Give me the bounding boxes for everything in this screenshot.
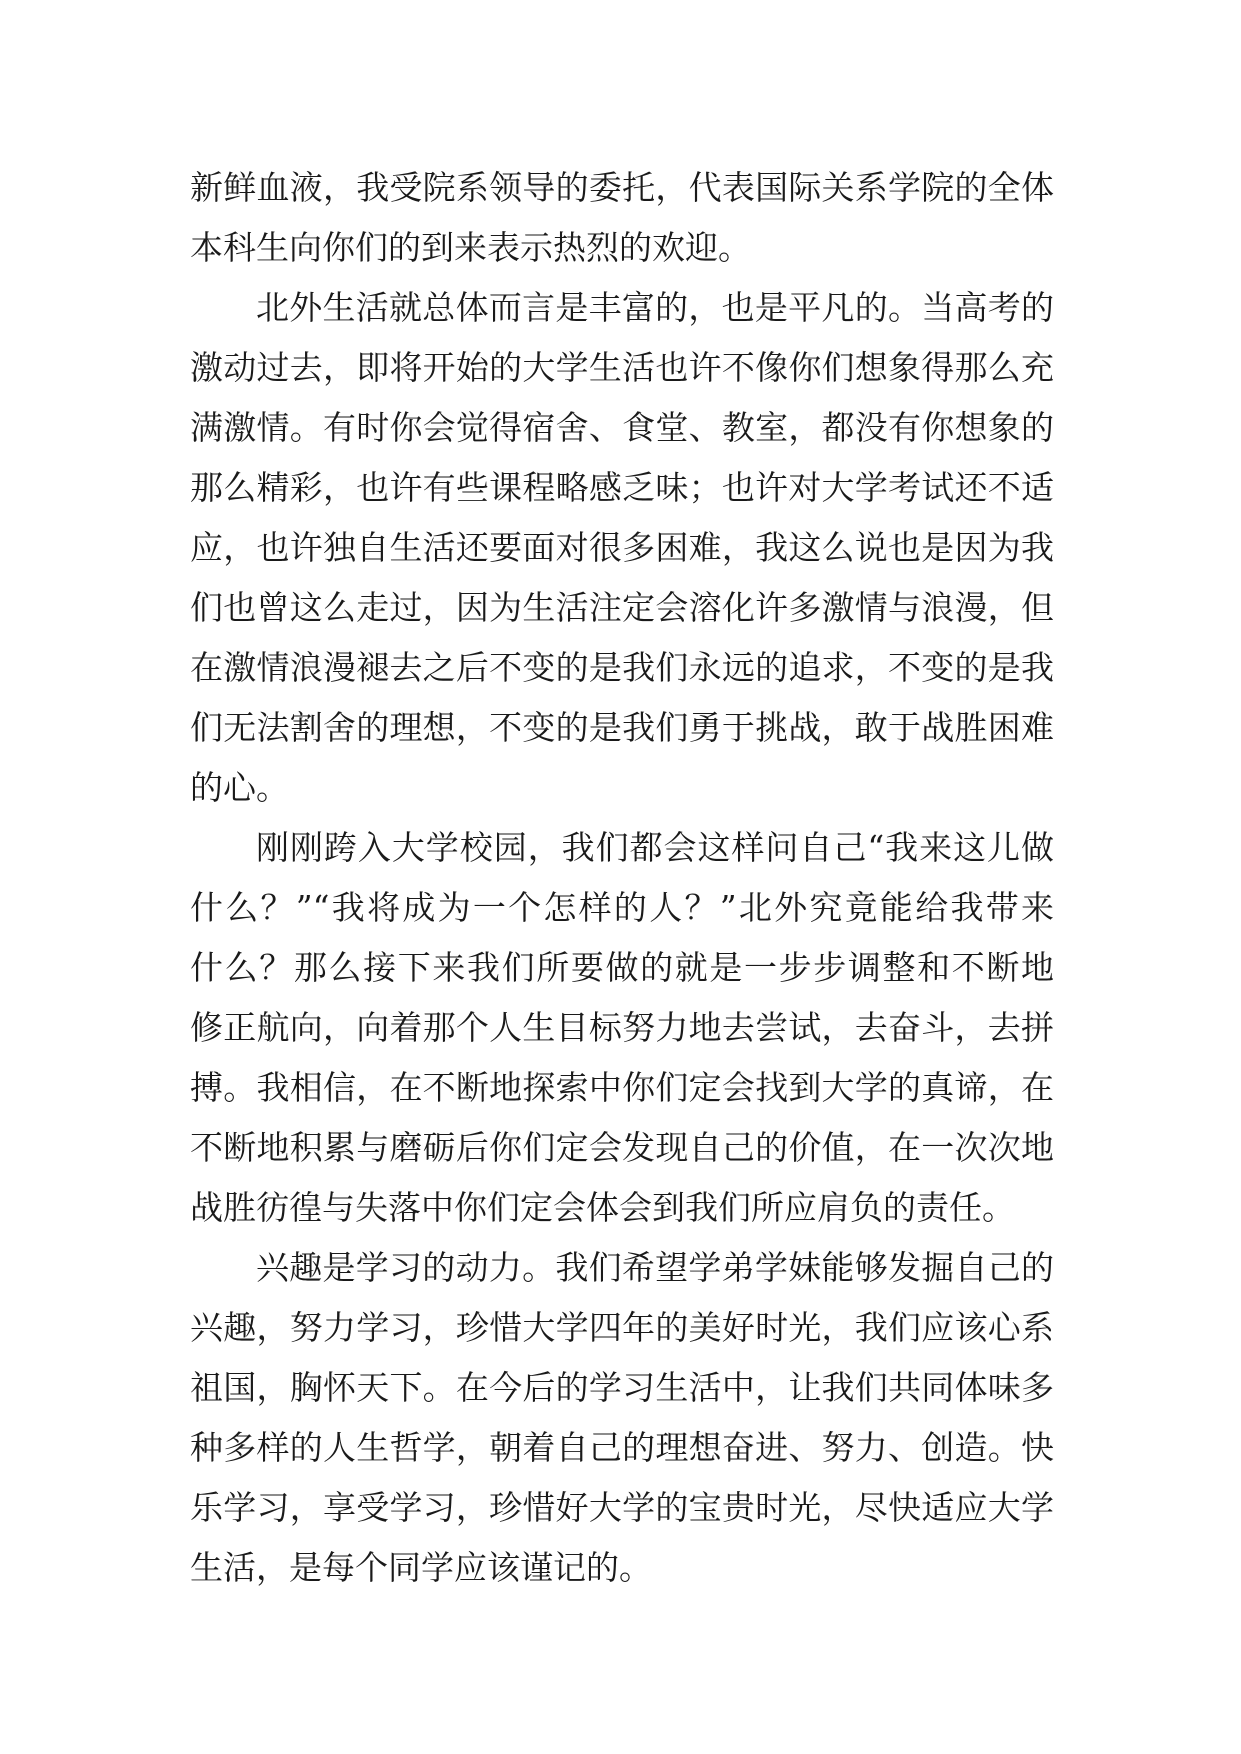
text-line: 什么？那么接下来我们所要做的就是一步步调整和不断地 xyxy=(190,948,1054,987)
text-line: 本科生向你们的到来表示热烈的欢迎。 xyxy=(190,228,751,267)
paragraph xyxy=(190,818,1054,1238)
text-line: 满激情。有时你会觉得宿舍、食堂、教室，都没有你想象的 xyxy=(190,408,1054,447)
text-line: 搏。我相信，在不断地探索中你们定会找到大学的真谛，在 xyxy=(190,1068,1054,1107)
text-line: 在激情浪漫褪去之后不变的是我们永远的追求，不变的是我 xyxy=(190,648,1054,687)
text-line: 祖国，胸怀天下。在今后的学习生活中，让我们共同体味多 xyxy=(190,1368,1054,1407)
text-line: 修正航向，向着那个人生目标努力地去尝试，去奋斗，去拼 xyxy=(190,1008,1054,1047)
text-line: 们也曾这么走过，因为生活注定会溶化许多激情与浪漫，但 xyxy=(190,588,1054,627)
text-line: 兴趣是学习的动力。我们希望学弟学妹能够发掘自己的 xyxy=(256,1248,1054,1287)
text-line: 应，也许独自生活还要面对很多困难，我这么说也是因为我 xyxy=(190,528,1054,567)
text-line: 种多样的人生哲学，朝着自己的理想奋进、努力、创造。快 xyxy=(190,1428,1054,1467)
paragraph xyxy=(190,158,1054,278)
text-line: 战胜彷徨与失落中你们定会体会到我们所应肩负的责任。 xyxy=(190,1188,1015,1227)
text-line: 北外生活就总体而言是丰富的，也是平凡的。当高考的 xyxy=(256,288,1054,327)
text-line: 兴趣，努力学习，珍惜大学四年的美好时光，我们应该心系 xyxy=(190,1308,1054,1347)
text-line: 的心。 xyxy=(190,768,289,807)
text-line: 不断地积累与磨砺后你们定会发现自己的价值，在一次次地 xyxy=(190,1128,1054,1167)
text-line: 那么精彩，也许有些课程略感乏味；也许对大学考试还不适 xyxy=(190,468,1054,507)
text-line: 刚刚跨入大学校园，我们都会这样问自己“我来这儿做 xyxy=(256,828,1054,867)
text-line: 什么？”“我将成为一个怎样的人？”北外究竟能给我带来 xyxy=(190,888,1054,927)
paragraph xyxy=(190,1238,1054,1598)
paragraph xyxy=(190,278,1054,818)
text-line: 激动过去，即将开始的大学生活也许不像你们想象得那么充 xyxy=(190,348,1054,387)
text-line: 新鲜血液，我受院系领导的委托，代表国际关系学院的全体 xyxy=(190,168,1054,207)
text-line: 乐学习，享受学习，珍惜好大学的宝贵时光，尽快适应大学 xyxy=(190,1488,1054,1527)
text-line: 生活，是每个同学应该谨记的。 xyxy=(190,1548,652,1587)
text-line: 们无法割舍的理想，不变的是我们勇于挑战，敢于战胜困难 xyxy=(190,708,1054,747)
document-body xyxy=(190,158,1054,1598)
